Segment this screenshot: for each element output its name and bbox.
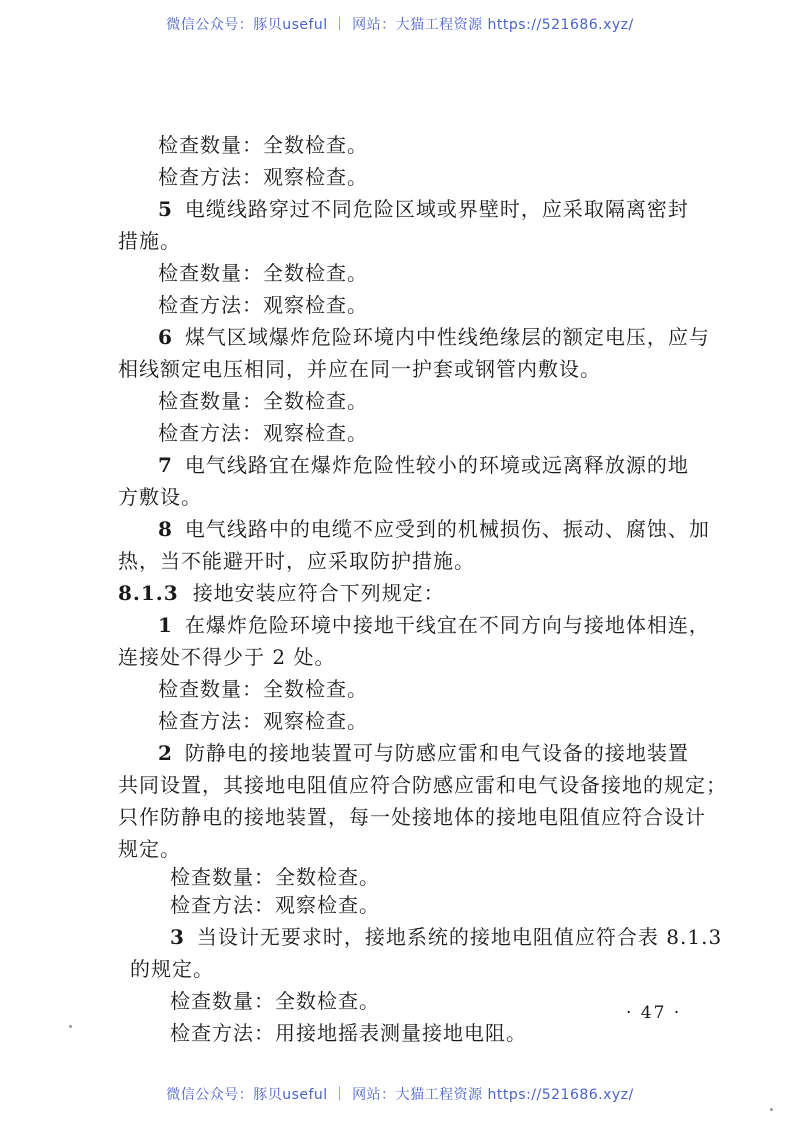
item-6 <box>158 323 710 351</box>
item-number: 1 <box>158 613 173 637</box>
text-line: 共同设置，其接地电阻值应符合防感应雷和电气设备接地的规定； <box>118 773 727 797</box>
text-line: 检查数量：全数检查。 <box>158 133 368 157</box>
text-line: 热，当不能避开时，应采取防护措施。 <box>118 549 475 573</box>
text-line: 检查数量：全数检查。 <box>158 677 368 701</box>
page-number: · 47 · <box>626 1003 682 1023</box>
item-number: 3 <box>170 925 185 949</box>
item-3 <box>170 923 722 951</box>
text-line: 规定。 <box>118 837 181 861</box>
text-line: 检查数量：全数检查。 <box>170 865 380 889</box>
item-8 <box>158 515 710 543</box>
text-line: 只作防静电的接地装置，每一处接地体的接地电阻值应符合设计 <box>118 805 706 829</box>
text-line: 措施。 <box>118 229 181 253</box>
item-7 <box>158 451 689 479</box>
item-number: 7 <box>158 453 173 477</box>
item-text: 防静电的接地装置可与防感应雷和电气设备的接地装置 <box>184 741 689 765</box>
text-line: 检查方法：观察检查。 <box>158 293 368 317</box>
item-number: 8 <box>158 517 173 541</box>
text-line: 连接处不得少于 2 处。 <box>118 645 336 669</box>
text-line: 检查方法：观察检查。 <box>158 421 368 445</box>
clause-text: 接地安装应符合下列规定： <box>192 581 445 605</box>
text-line: 检查数量：全数检查。 <box>158 261 368 285</box>
scan-speck <box>69 1025 72 1028</box>
scan-speck <box>770 1108 773 1111</box>
item-text: 电缆线路穿过不同危险区域或界壁时，应采取隔离密封 <box>184 197 689 221</box>
item-number: 6 <box>158 325 173 349</box>
item-2 <box>158 739 689 767</box>
item-text: 电气线路宜在爆炸危险性较小的环境或远离释放源的地 <box>184 453 689 477</box>
item-number: 2 <box>158 741 173 765</box>
text-line: 的规定。 <box>130 957 214 981</box>
text-line: 检查方法：用接地摇表测量接地电阻。 <box>170 1021 527 1045</box>
item-text: 电气线路中的电缆不应受到的机械损伤、振动、腐蚀、加 <box>184 517 710 541</box>
item-5 <box>158 195 689 223</box>
text-line: 方敷设。 <box>118 485 202 509</box>
text-line: 相线额定电压相同，并应在同一护套或钢管内敷设。 <box>118 357 601 381</box>
clause-8-1-3 <box>118 579 445 607</box>
watermark-top: 微信公众号：豚贝useful ｜ 网站：大猫工程资源 https://521686.xyz/ <box>166 17 634 33</box>
text-line: 检查数量：全数检查。 <box>170 989 380 1013</box>
item-text: 当设计无要求时，接地系统的接地电阻值应符合表 8.1.3 <box>196 925 723 949</box>
watermark-bottom: 微信公众号：豚贝useful ｜ 网站：大猫工程资源 https://521686.xyz/ <box>166 1087 634 1103</box>
item-text: 煤气区域爆炸危险环境内中性线绝缘层的额定电压，应与 <box>184 325 710 349</box>
item-1 <box>158 611 710 639</box>
text-line: 检查方法：观察检查。 <box>158 165 368 189</box>
item-number: 5 <box>158 197 173 221</box>
clause-number: 8.1.3 <box>118 581 179 605</box>
text-line: 检查数量：全数检查。 <box>158 389 368 413</box>
text-line: 检查方法：观察检查。 <box>158 709 368 733</box>
item-text: 在爆炸危险环境中接地干线宜在不同方向与接地体相连， <box>184 613 710 637</box>
text-line: 检查方法：观察检查。 <box>170 893 380 917</box>
